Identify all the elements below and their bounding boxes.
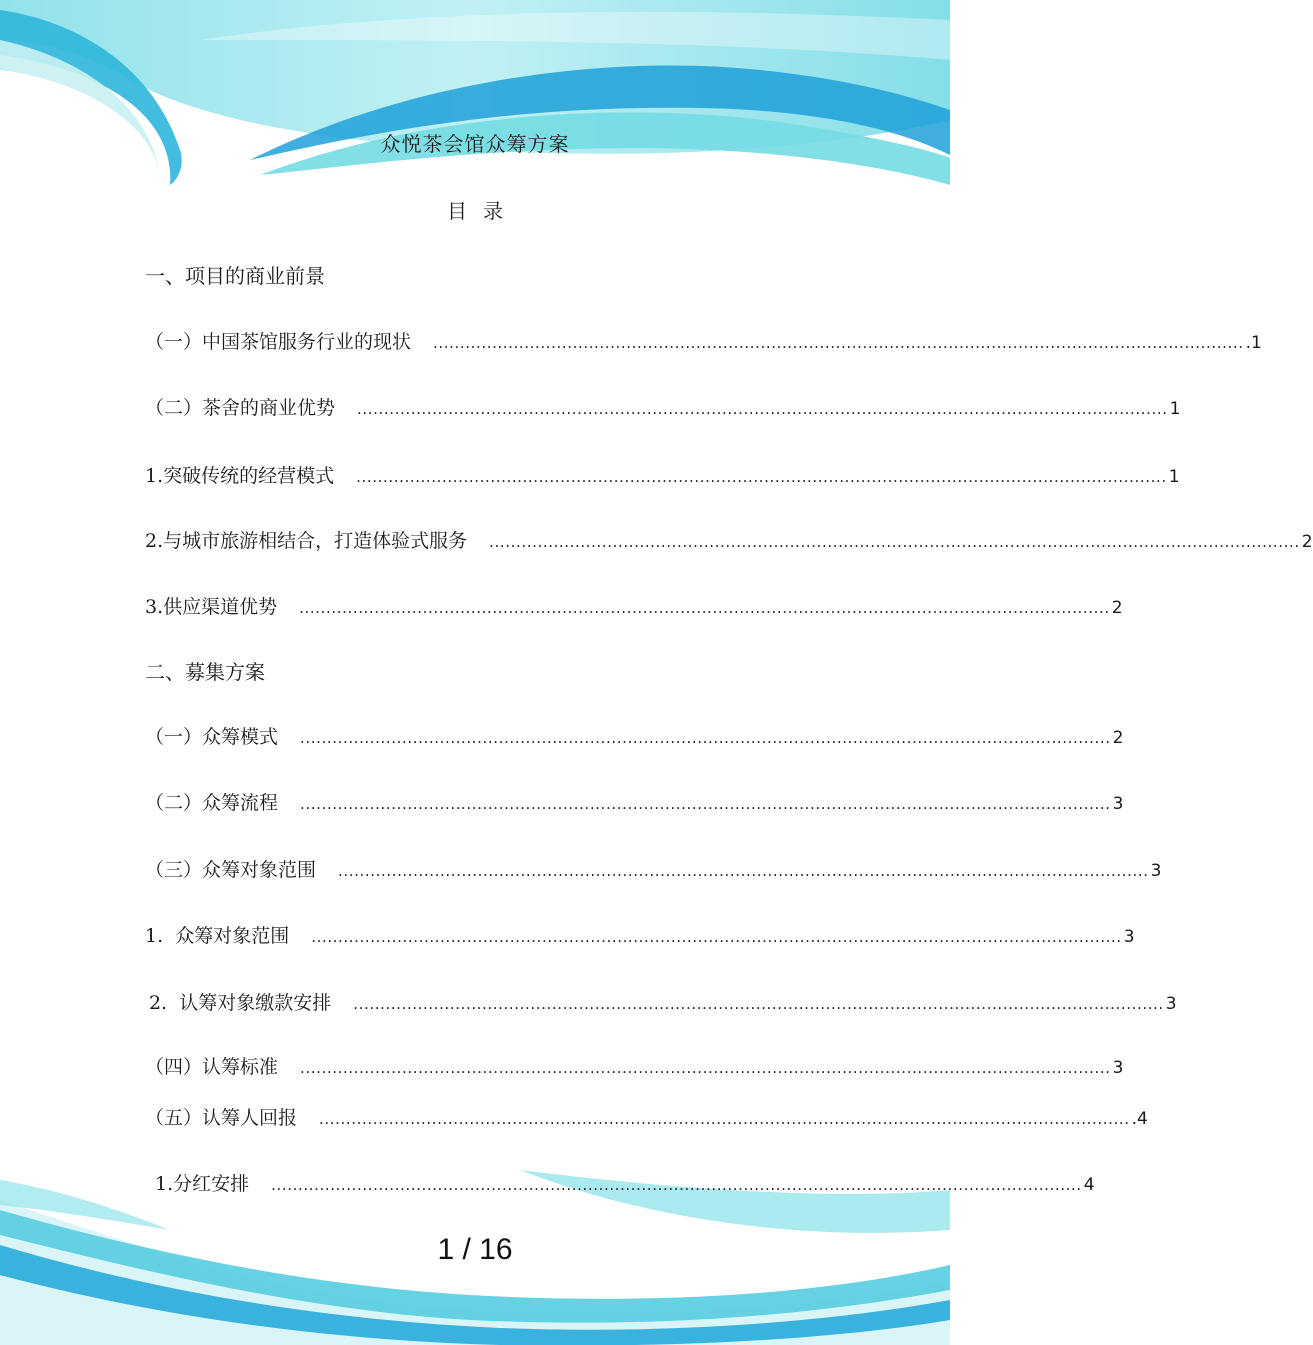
toc-entry-page: 4 — [1083, 1175, 1095, 1195]
toc-entry-label: （二）众筹流程 — [145, 792, 279, 814]
document-title: 众悦茶会馆众筹方案 — [380, 132, 570, 156]
toc-entry-label: 3.供应渠道优势 — [145, 596, 278, 618]
toc-entry-label: 2.与城市旅游相结合，打造体验式服务 — [145, 530, 468, 552]
toc-dot-leader: ....................................................................................................................................................... — [357, 400, 1168, 418]
toc-dot-leader: ....................................................................................................................................................... — [319, 1110, 1130, 1128]
toc-entry-label: （一）中国茶馆服务行业的现状 — [145, 331, 412, 353]
toc-entry-label: （四）认筹标准 — [145, 1056, 279, 1078]
toc-entry-label: 1.分红安排 — [155, 1173, 250, 1195]
toc-dot-leader: ....................................................................................................................................................... — [353, 995, 1164, 1013]
toc-heading-char: 录 — [483, 199, 503, 223]
toc-entry-label: 1. 众筹对象范围 — [145, 925, 290, 947]
toc-entry-page: 2 — [1111, 598, 1123, 618]
toc-dot-leader: ....................................................................................................................................................... — [299, 599, 1110, 617]
toc-entry-page: 2 — [1301, 532, 1313, 552]
toc-dot-leader: ....................................................................................................................................................... — [271, 1176, 1082, 1194]
toc-entry-page: .4 — [1131, 1109, 1148, 1129]
toc-entry-label: （二）茶舍的商业优势 — [145, 397, 336, 419]
toc-entry-label: （五）认筹人回报 — [145, 1107, 298, 1129]
toc-entry-label: 2. 认筹对象缴款安排 — [149, 992, 332, 1014]
toc-entry[interactable] — [145, 393, 1181, 419]
toc-dot-leader: ....................................................................................................................................................... — [300, 729, 1111, 747]
toc-entry[interactable] — [145, 327, 1262, 353]
toc-entry[interactable] — [145, 855, 1162, 881]
toc-dot-leader: ....................................................................................................................................................... — [356, 468, 1167, 486]
toc-entry[interactable] — [145, 1103, 1148, 1129]
toc-entry[interactable] — [145, 526, 1313, 552]
toc-dot-leader: ....................................................................................................................................................... — [338, 862, 1149, 880]
toc-entry-page: .1 — [1245, 333, 1262, 353]
toc-entry-page: 3 — [1112, 1058, 1124, 1078]
toc-entry-label: （三）众筹对象范围 — [145, 859, 317, 881]
toc-entry[interactable] — [145, 921, 1135, 947]
toc-entry[interactable] — [145, 1052, 1124, 1078]
toc-entry-page: 3 — [1150, 861, 1162, 881]
toc-dot-leader: ....................................................................................................................................................... — [489, 533, 1300, 551]
page-indicator: 1 / 16 — [437, 1233, 513, 1266]
toc-entry-page: 1 — [1168, 467, 1180, 487]
toc-entry-page: 3 — [1123, 927, 1135, 947]
toc-heading-char: 目 — [447, 199, 467, 223]
toc-entry[interactable] — [145, 788, 1124, 814]
toc-section-heading: 二、募集方案 — [145, 660, 265, 684]
toc-entry[interactable] — [149, 988, 1177, 1014]
toc-heading — [0, 195, 950, 224]
toc-entry[interactable] — [145, 592, 1123, 618]
toc-entry-label: 1.突破传统的经营模式 — [145, 465, 335, 487]
toc-entry-label: （一）众筹模式 — [145, 726, 279, 748]
toc-dot-leader: ....................................................................................................................................................... — [433, 334, 1244, 352]
toc-entry-page: 3 — [1112, 794, 1124, 814]
toc-dot-leader: ....................................................................................................................................................... — [300, 1059, 1111, 1077]
toc-entry[interactable] — [145, 722, 1124, 748]
toc-entry[interactable] — [155, 1169, 1095, 1195]
top-wave-decoration — [0, 0, 950, 200]
toc-entry-page: 3 — [1165, 994, 1177, 1014]
toc-dot-leader: ....................................................................................................................................................... — [311, 928, 1122, 946]
toc-entry-page: 1 — [1169, 399, 1181, 419]
toc-entry[interactable] — [145, 461, 1180, 487]
toc-section-heading: 一、项目的商业前景 — [145, 264, 325, 288]
toc-entry-page: 2 — [1112, 728, 1124, 748]
toc-dot-leader: ....................................................................................................................................................... — [300, 795, 1111, 813]
